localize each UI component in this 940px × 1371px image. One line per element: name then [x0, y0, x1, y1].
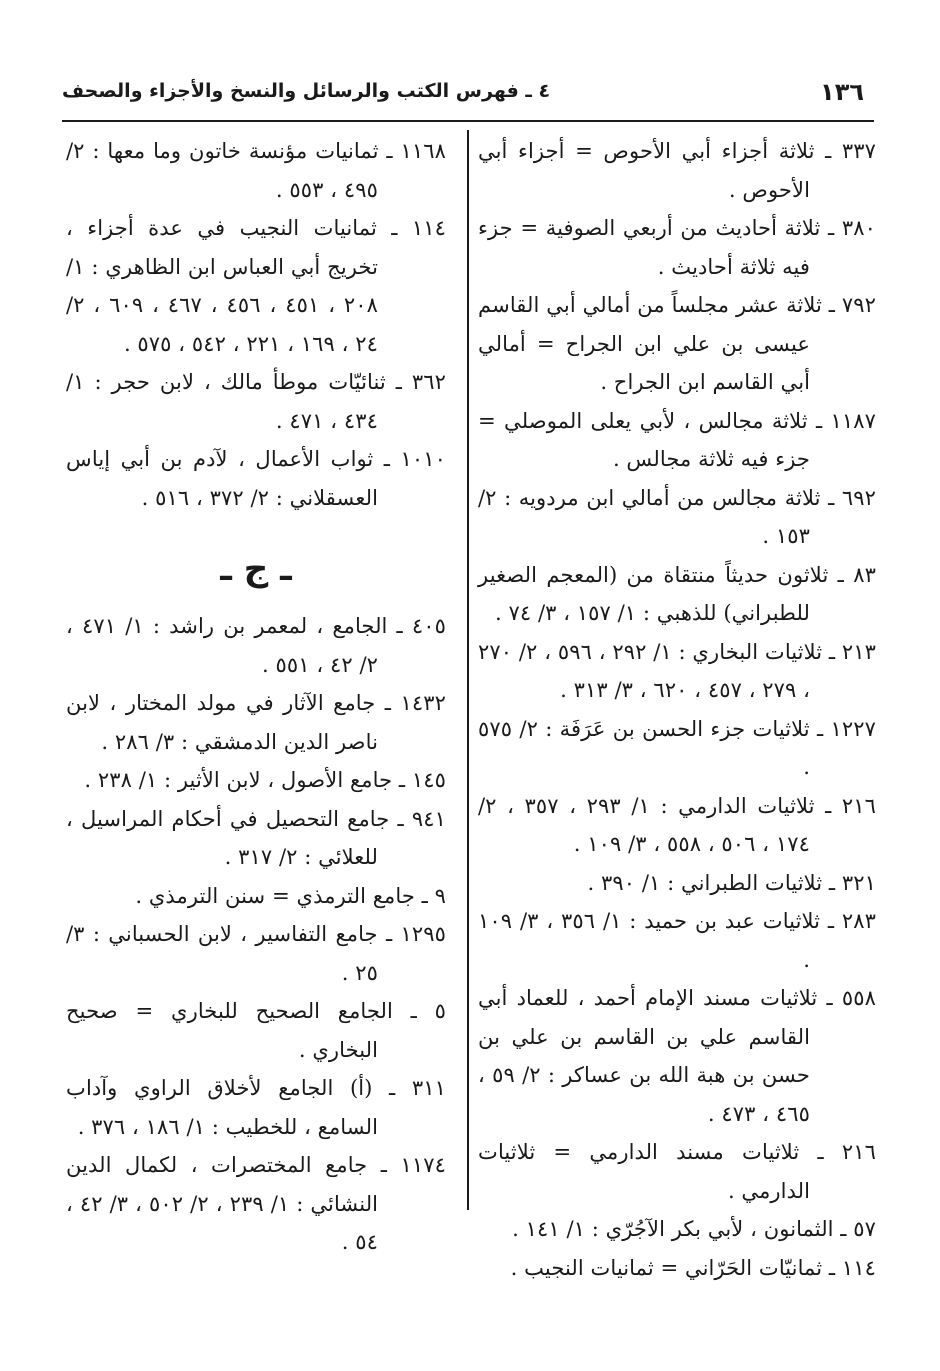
- index-entry: ٨٣ ـ ثلاثون حديثاً منتقاة من (المعجم الصغير للطبراني) للذهبي : ١/ ١٥٧ ، ٣/ ٧٤ .: [478, 561, 876, 625]
- index-entry: ٢٨٣ ـ ثلاثيات عبد بن حميد : ١/ ٣٥٦ ، ٣/ ١٠٩ .: [478, 908, 877, 972]
- index-entry: ٥٥٨ ـ ثلاثيات مسند الإمام أحمد ، للعماد أبي القاسم علي بن القاسم بن علي بن حسن بن هبة الله بن عساكر : ٢/ ٥٩ ، ٤٦٥ ، ٤٧٣ .: [478, 985, 876, 1126]
- index-entry: ٣٢١ ـ ثلاثيات الطبراني : ١/ ٣٩٠ .: [587, 869, 876, 895]
- index-entry: ٤٠٥ ـ الجامع ، لمعمر بن راشد : ١/ ٤٧١ ، ٢/ ٤٢ ، ٥٥١ .: [66, 613, 447, 677]
- index-entry: ١١٤ ـ ثمانيّات الحَرّاني = ثمانيات النجيب .: [510, 1254, 876, 1280]
- index-entry: ٢١٣ ـ ثلاثيات البخاري : ١/ ٢٩٢ ، ٥٩٦ ، ٢/ ٢٧٠ ، ٢٧٩ ، ٤٥٧ ، ٦٢٠ ، ٣/ ٣١٣ .: [478, 638, 876, 702]
- index-entry: ٢١٦ ـ ثلاثيات الدارمي : ١/ ٢٩٣ ، ٣٥٧ ، ٢/ ١٧٤ ، ٥٠٦ ، ٥٥٨ ، ٣/ ١٠٩ .: [478, 792, 877, 856]
- index-entry: ١٠١٠ ـ ثواب الأعمال ، لآدم بن أبي إياس العسقلاني : ٢/ ٣٧٢ ، ٥١٦ .: [66, 446, 446, 510]
- index-entry: ١٢٢٧ ـ ثلاثيات جزء الحسن بن عَرَفَة : ٢/ ٥٧٥ .: [478, 715, 877, 779]
- header-rule: [62, 120, 874, 122]
- index-entry: ١١٤ ـ ثمانيات النجيب في عدة أجزاء ، تخريج أبي العباس ابن الظاهري : ١/ ٢٠٨ ، ٤٥١ ، ٤٥٦ ، ٤٦٧ ، ٦٠٩ ، ٢/ ٢٤ ، ١٦٩ ، ٢٢١ ، ٥٤٢ ، ٥٧٥ .: [66, 215, 446, 356]
- index-entry: ٥٧ ـ الثمانون ، لأبي بكر الآجُرّي : ١/ ١٤١ .: [512, 1216, 876, 1241]
- page-header: [62, 72, 872, 112]
- index-entry: ٩ ـ جامع الترمذي = سنن الترمذي .: [135, 882, 446, 908]
- index-entry: ١٢٩٥ ـ جامع التفاسير ، لابن الحسباني : ٣/ ٢٥ .: [66, 921, 446, 985]
- index-entry: ٣٣٧ ـ ثلاثة أجزاء أبي الأحوص = أجزاء أبي الأحوص .: [478, 138, 876, 202]
- index-entry: ٧٩٢ ـ ثلاثة عشر مجلساً من أمالي أبي القاسم عيسى بن علي ابن الجراح = أمالي أبي القاسم ابن الجراح .: [478, 292, 876, 394]
- index-entry: ٢١٦ ـ ثلاثيات مسند الدارمي = ثلاثيات الدارمي .: [478, 1139, 876, 1203]
- right-column: [478, 132, 876, 1287]
- running-title: ٤ ـ فهرس الكتب والرسائل والنسخ والأجزاء والصحف: [62, 80, 551, 102]
- left-column: [66, 132, 446, 1262]
- index-entry: ١١٧٤ ـ جامع المختصرات ، لكمال الدين النشائي : ١/ ٢٣٩ ، ٢/ ٥٠٢ ، ٣/ ٤٢ ، ٥٤ .: [66, 1152, 446, 1254]
- section-letter-heading: ـ ج ـ: [220, 549, 292, 589]
- index-entry: ١٤٣٢ ـ جامع الآثار في مولد المختار ، لابن ناصر الدين الدمشقي : ٣/ ٢٨٦ .: [66, 690, 446, 754]
- index-entry: ٥ ـ الجامع الصحيح للبخاري = صحيح البخاري .: [66, 998, 446, 1062]
- index-entry: ١٤٥ ـ جامع الأصول ، لابن الأثير : ١/ ٢٣٨ .: [84, 767, 446, 792]
- page-number: ١٣٦: [820, 78, 864, 106]
- index-entry: ٩٤١ ـ جامع التحصيل في أحكام المراسيل ، للعلائي : ٢/ ٣١٧ .: [66, 805, 446, 869]
- index-entry: ٣٨٠ ـ ثلاثة أحاديث من أربعي الصوفية = جزء فيه ثلاثة أحاديث .: [478, 215, 876, 279]
- index-entry: ٦٩٢ ـ ثلاثة مجالس من أمالي ابن مردويه : ٢/ ١٥٣ .: [478, 484, 876, 548]
- index-entry: ٣١١ ـ (أ) الجامع لأخلاق الراوي وآداب السامع ، للخطيب : ١/ ١٨٦ ، ٣٧٦ .: [66, 1075, 446, 1139]
- index-entry: ٣٦٢ ـ ثنائيّات موطأ مالك ، لابن حجر : ١/ ٤٣٤ ، ٤٧١ .: [66, 369, 446, 433]
- column-divider: [467, 130, 469, 1210]
- index-entry: ١١٦٨ ـ ثمانيات مؤنسة خاتون وما معها : ٢/ ٤٩٥ ، ٥٥٣ .: [66, 138, 446, 202]
- index-entry: ١١٨٧ ـ ثلاثة مجالس ، لأبي يعلى الموصلي = جزء فيه ثلاثة مجالس .: [478, 407, 876, 471]
